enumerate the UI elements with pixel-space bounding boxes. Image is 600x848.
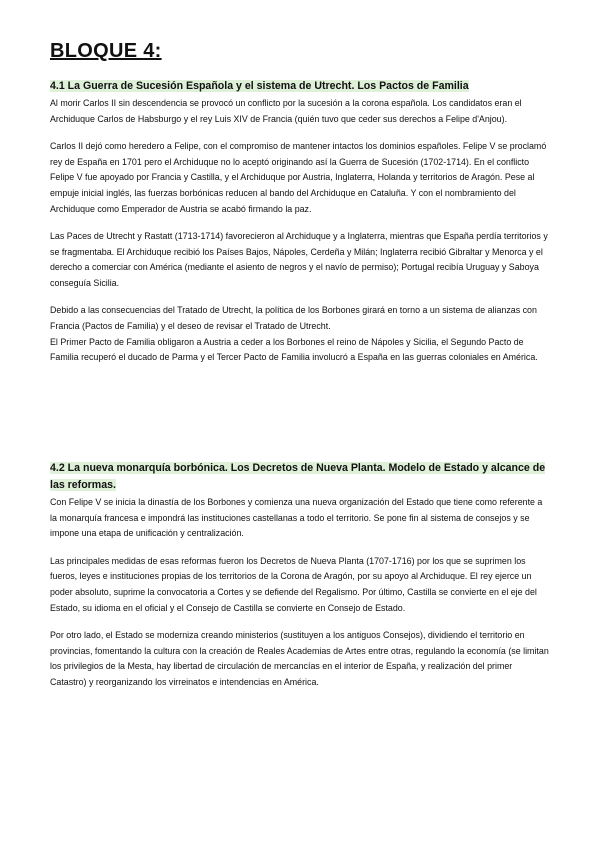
paragraph: Con Felipe V se inicia la dinastía de los Borbones y comienza una nueva organización del Estado que tiene como referente a la monarquía francesa e impondrá las instituciones castellanas a todo el territorio. Se pone fin al sistema de consejos y se impone una etapa de unificación y centralización.	[50, 497, 543, 539]
paragraph: Carlos II dejó como heredero a Felipe, con el compromiso de mantener intactos los dominios españoles. Felipe V se proclamó rey de España en 1701 pero el Archiduque no lo aceptó originando así la Guerra de Sucesión (1702-1714). En el conflicto Felipe V fue apoyado por Francia y Castilla, y el Archiduque por Austria, Inglaterra, Holanda y territorios de Aragón. Pese al empuje inicial inglés, las fuerzas borbónicas reducen al bando del Archiduque en Cataluña. Y con el nombramiento del Archiduque como Emperador de Austria se acabó firmando la paz.	[50, 140, 547, 214]
paragraph: Las principales medidas de esas reformas fueron los Decretos de Nueva Planta (1707-1716) por los que se suprimen los fueros, leyes e instituciones propias de los territorios de la Corona de Aragón, por su apoyo al Archiduque. El rey ejerce un poder absoluto, suprime la convocatoria a Cortes y se defiende del Regalismo. Por último, Castilla se convierte en el eje del Estado, su idioma en el oficial y el Consejo de Castilla se convierte en Consejo de Estado.	[50, 555, 537, 613]
paragraph: El Primer Pacto de Familia obligaron a Austria a ceder a los Borbones el reino de Nápoles y Sicilia, el Segundo Pacto de Familia recuperó el ducado de Parma y el Tercer Pacto de Familia involucró a España en las guerras coloniales en América.	[50, 336, 538, 363]
heading-highlight: 4.1 La Guerra de Sucesión Española y el sistema de Utrecht. Los Pactos de Familia	[50, 80, 469, 92]
paragraph: Las Paces de Utrecht y Rastatt (1713-1714) favorecieron al Archiduque y a Inglaterra, mientras que España perdía territorios y se fragmentaba. El Archiduque recibió los Países Bajos, Nápoles, Cerdeña y Milán; Inglaterra recibió Gibraltar y Menorca y el derecho a comerciar con América (mediante el asiento de negros y el navío de permiso); Portugal recibía Uruguay y Saboya conseguía Sicilia.	[50, 230, 548, 289]
section-heading	[50, 78, 550, 95]
heading-highlight: 4.2 La nueva monarquía borbónica. Los Decretos de Nueva Planta. Modelo de Estado y alcance de las reformas.	[50, 462, 546, 491]
page-title: BLOQUE 4:	[50, 40, 162, 62]
paragraph: Al morir Carlos II sin descendencia se provocó un conflicto por la sucesión a la corona española. Los candidatos eran el Archiduque Carlos de Habsburgo y el rey Luis XIV de Francia (quién tuvo que ceder sus derechos a Felipe d'Anjou).	[50, 98, 522, 124]
paragraph: Debido a las consecuencias del Tratado de Utrecht, la política de los Borbones girará en torno a un sistema de alianzas con Francia (Pactos de Familia) y el deseo de revisar el Tratado de Utrecht.	[50, 305, 537, 331]
paragraph: Por otro lado, el Estado se moderniza creando ministerios (sustituyen a los antiguos Consejos), dividiendo el territorio en provincias, fomentando la cultura con la creación de Reales Academias de Artes entre otras, regulando la economía (se limitan los privilegios de la Mesta, hay libertad de circulación de mercancías en el interior de España, y realización del primer Catastro) y reorganizando los virreinatos e intendencias en América.	[50, 629, 549, 688]
section-4-1	[50, 78, 550, 378]
section-4-2	[50, 460, 550, 702]
section-heading	[50, 460, 550, 494]
